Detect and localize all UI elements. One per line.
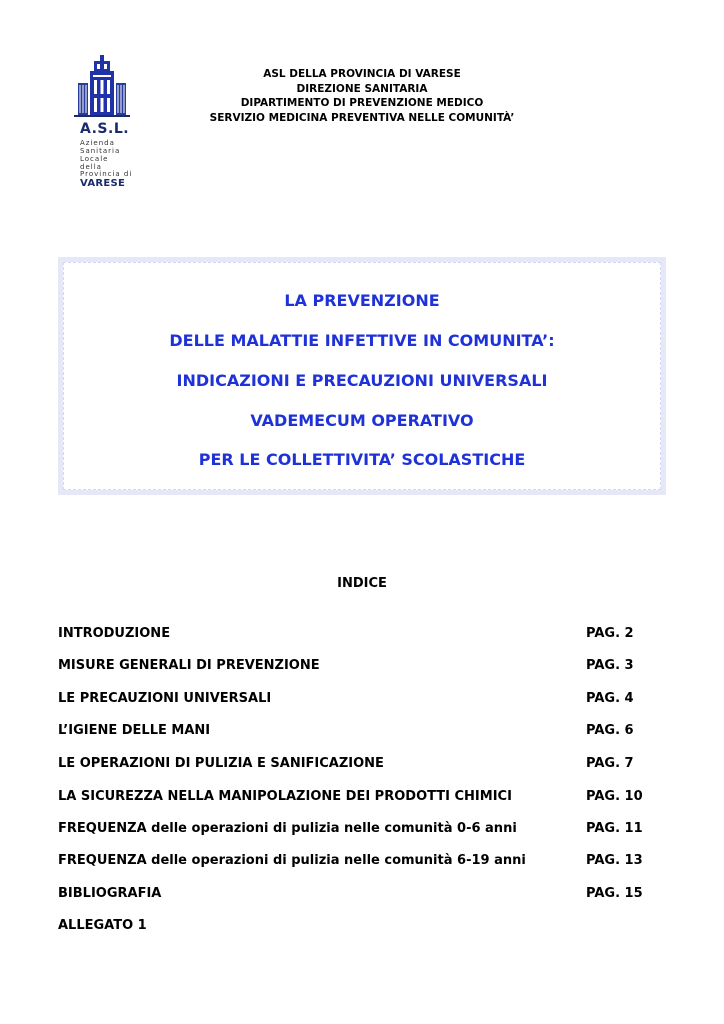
toc-row — [58, 756, 648, 774]
toc-page: PAG. 10 — [586, 789, 643, 804]
toc-page: PAG. 7 — [586, 756, 634, 771]
logo-subtitle-line: Provincia di — [80, 170, 133, 178]
toc-page: PAG. 6 — [586, 723, 634, 738]
title-line: PER LE COLLETTIVITA’ SCOLASTICHE — [198, 450, 526, 469]
toc-label: FREQUENZA delle operazioni di pulizia nelle comunità 0-6 anni — [58, 821, 517, 836]
toc-row — [58, 723, 648, 741]
toc-label: BIBLIOGRAFIA — [58, 886, 162, 901]
header-line: ASL DELLA PROVINCIA DI VARESE — [263, 68, 461, 80]
toc-page: PAG. 3 — [586, 658, 634, 673]
document-header — [130, 67, 594, 125]
title-box — [58, 257, 666, 495]
header-line: SERVIZIO MEDICINA PREVENTIVA NELLE COMUNITÀ’ — [209, 111, 515, 124]
toc-row — [58, 626, 648, 644]
toc-label: FREQUENZA delle operazioni di pulizia nelle comunità 6-19 anni — [58, 853, 526, 868]
logo-abbr: A.S.L. — [80, 121, 130, 137]
building-icon — [74, 55, 130, 117]
toc-page: PAG. 15 — [586, 886, 643, 901]
toc-heading: INDICE — [337, 576, 387, 591]
header-line: DIREZIONE SANITARIA — [296, 82, 428, 95]
toc-label: LE OPERAZIONI DI PULIZIA E SANIFICAZIONE — [58, 756, 384, 771]
logo-subtitle-line: Locale — [80, 155, 109, 163]
toc-page: PAG. 2 — [586, 626, 634, 641]
logo-subtitle-line: della — [80, 163, 102, 171]
toc-row — [58, 821, 648, 839]
toc-label: MISURE GENERALI DI PREVENZIONE — [58, 658, 320, 673]
toc-page: PAG. 13 — [586, 853, 643, 868]
toc-row — [58, 658, 648, 676]
title-line: DELLE MALATTIE INFETTIVE IN COMUNITA’: — [169, 331, 555, 350]
toc-row — [58, 691, 648, 709]
title-line: INDICAZIONI E PRECAUZIONI UNIVERSALI — [176, 371, 548, 390]
toc-label: LA SICUREZZA NELLA MANIPOLAZIONE DEI PRODOTTI CHIMICI — [58, 789, 512, 804]
logo-subtitle-line: Azienda — [80, 139, 115, 147]
logo-city: VARESE — [80, 178, 126, 189]
toc-row — [58, 886, 648, 904]
title-line: LA PREVENZIONE — [284, 291, 440, 310]
toc-label: LE PRECAUZIONI UNIVERSALI — [58, 691, 272, 706]
toc-row — [58, 853, 648, 871]
toc-page: PAG. 11 — [586, 821, 643, 836]
header-line: DIPARTIMENTO DI PREVENZIONE MEDICO — [240, 97, 484, 109]
toc-page: PAG. 4 — [586, 691, 634, 706]
toc-row — [58, 789, 648, 807]
asl-logo — [74, 55, 134, 193]
logo-subtitle-line: Sanitaria — [80, 147, 121, 155]
toc-label: ALLEGATO 1 — [58, 918, 147, 933]
toc-label: L’IGIENE DELLE MANI — [58, 723, 211, 738]
toc-row — [58, 918, 648, 936]
title-line: VADEMECUM OPERATIVO — [250, 411, 474, 430]
toc-label: INTRODUZIONE — [58, 626, 171, 641]
